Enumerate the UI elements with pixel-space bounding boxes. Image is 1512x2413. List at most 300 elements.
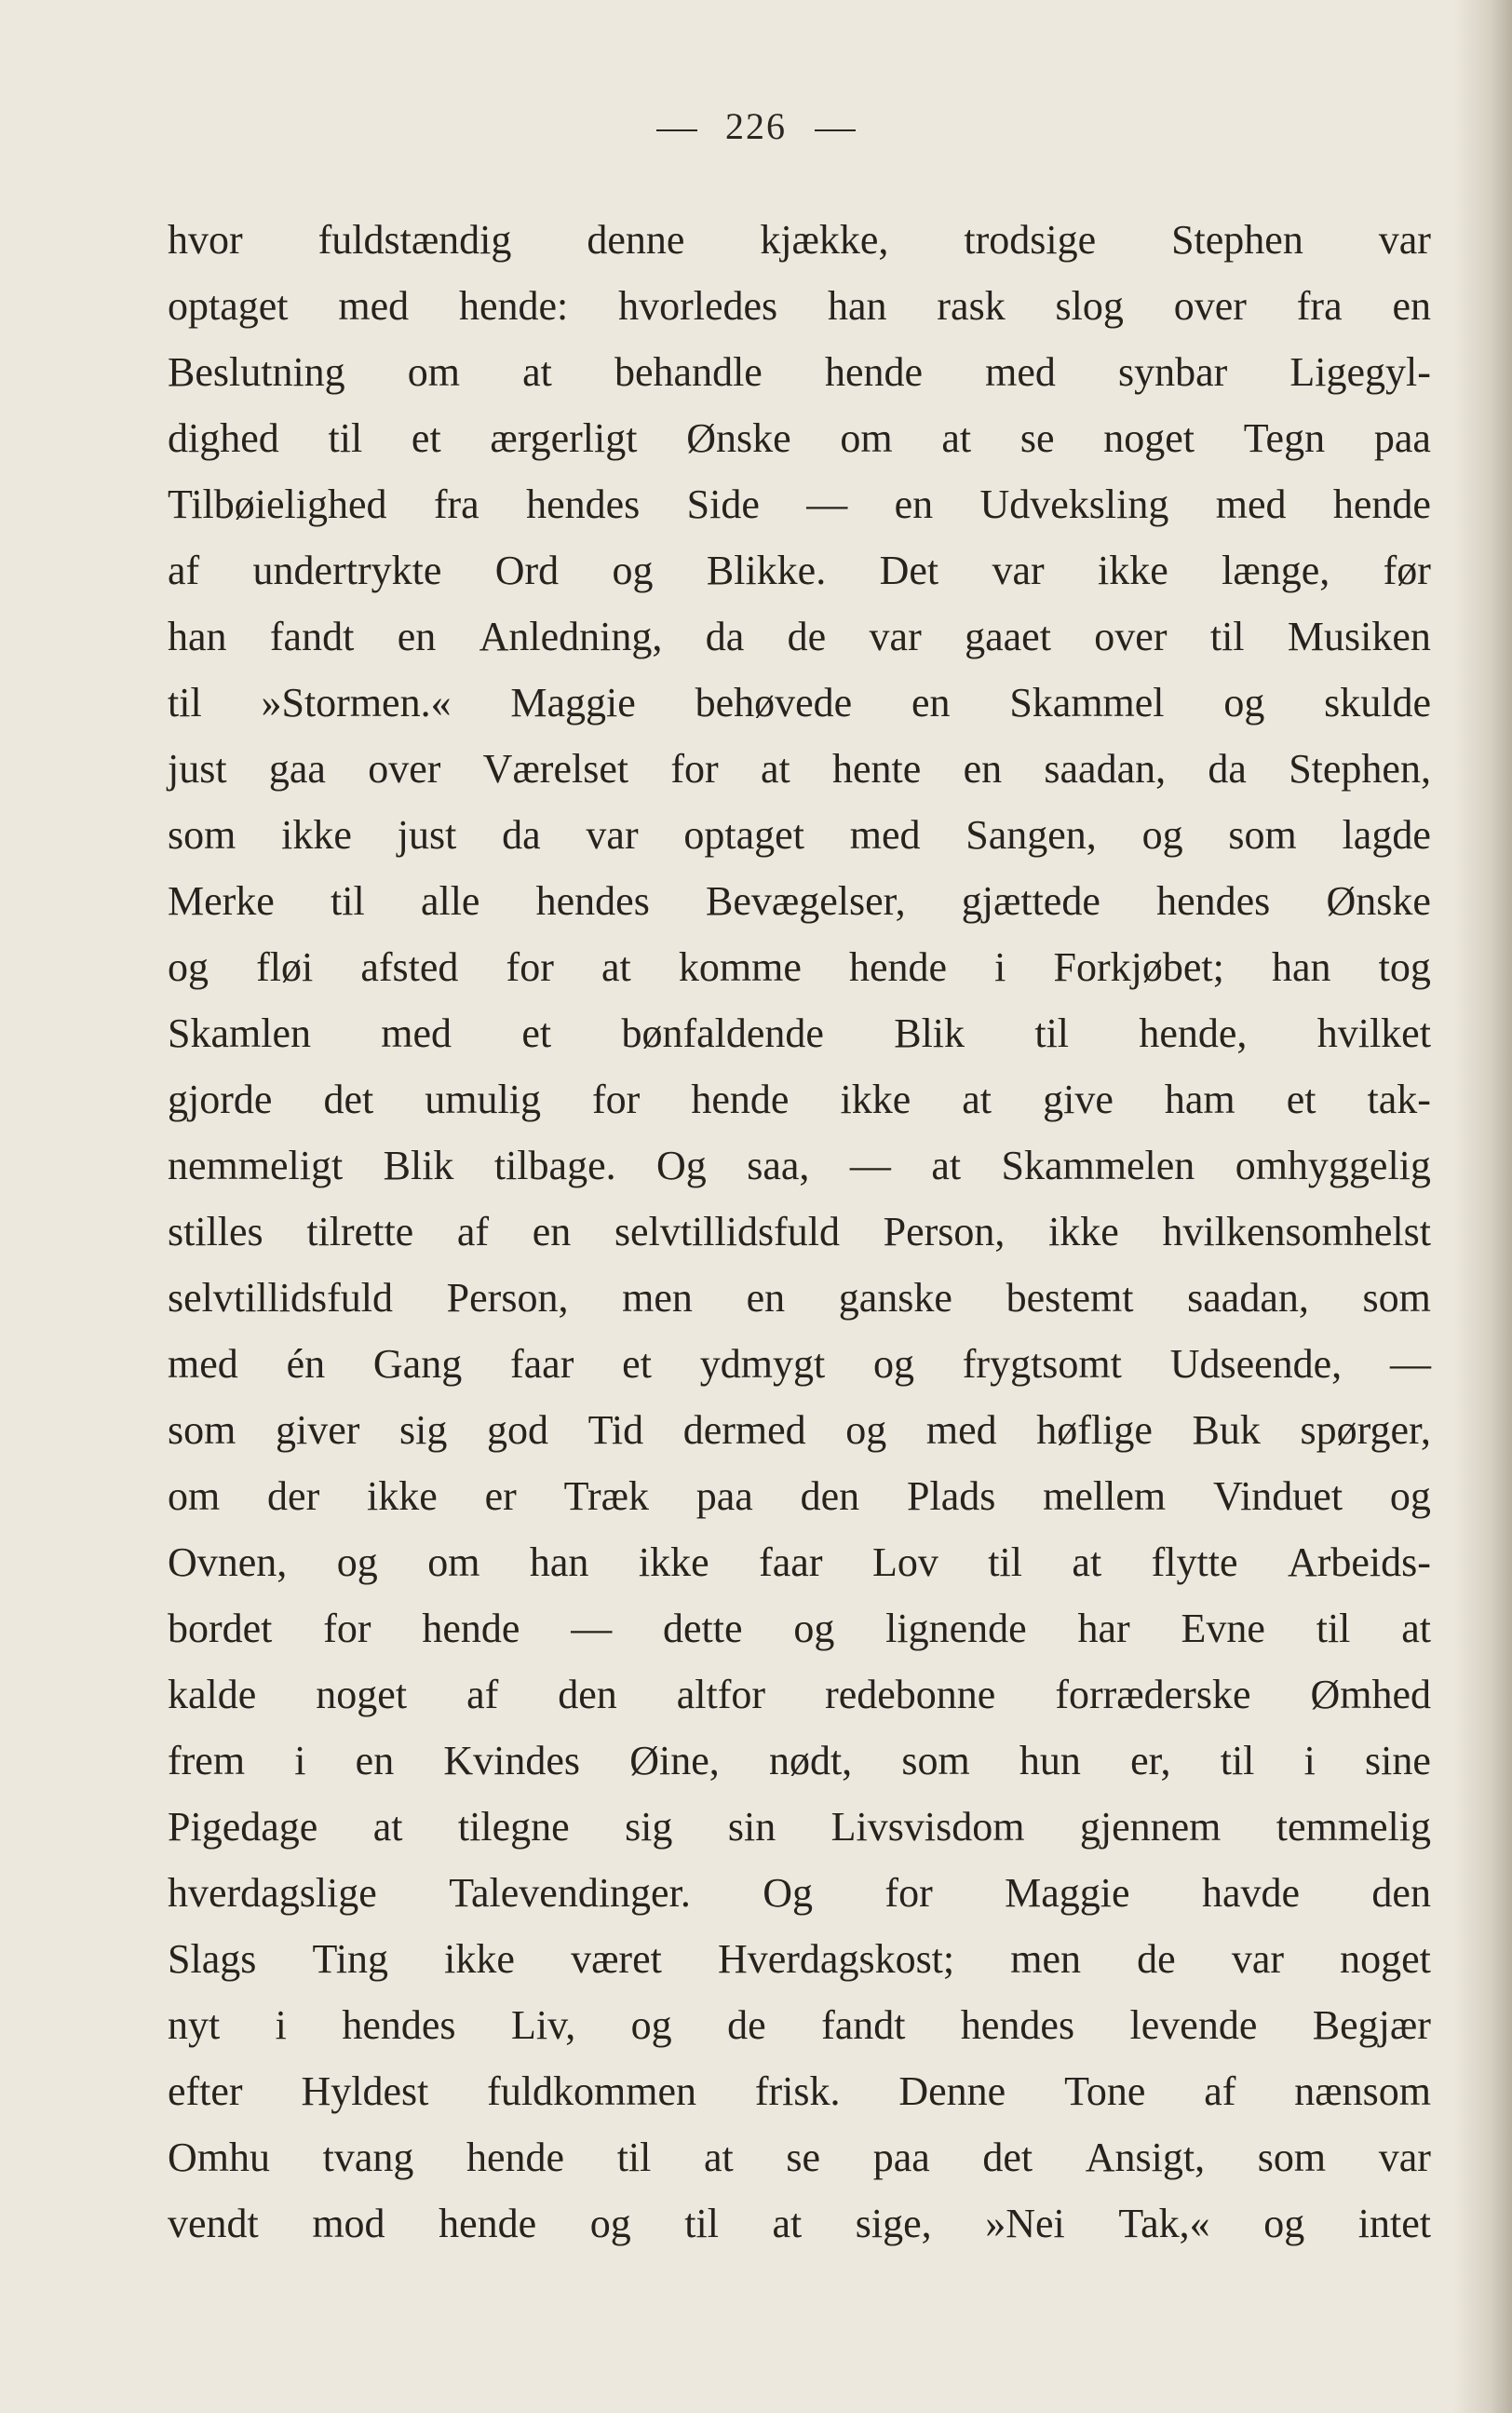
word: med xyxy=(849,812,921,858)
word: som xyxy=(1362,1275,1431,1321)
word: kalde xyxy=(168,1672,257,1717)
word: var xyxy=(869,614,922,659)
word: hvilket xyxy=(1316,1010,1431,1056)
word: Omhu xyxy=(168,2135,270,2180)
word: og xyxy=(630,2002,672,2048)
word: til xyxy=(1316,1606,1351,1651)
word: Og xyxy=(763,1870,814,1916)
word: han xyxy=(168,614,227,659)
word: sige, xyxy=(855,2201,932,2246)
word: behøvede xyxy=(695,680,853,725)
text-line xyxy=(168,1860,1431,1926)
word: frygtsomt xyxy=(962,1341,1122,1387)
word: Hyldest xyxy=(301,2068,429,2114)
word: — xyxy=(571,1606,613,1651)
text-line xyxy=(168,603,1431,670)
word: der xyxy=(267,1473,320,1519)
word: Blik xyxy=(894,1010,965,1056)
word: gaa xyxy=(268,746,326,792)
word: flytte xyxy=(1151,1539,1238,1585)
word: af xyxy=(456,1209,490,1254)
word: til xyxy=(1209,614,1245,659)
word: at xyxy=(941,415,972,461)
word: faar xyxy=(510,1341,574,1387)
word: en xyxy=(963,746,1003,792)
word: Forkjøbet; xyxy=(1053,944,1224,990)
word: fuldkommen xyxy=(487,2068,697,2114)
word: alle xyxy=(420,878,480,924)
word: Merke xyxy=(168,878,275,924)
word: give xyxy=(1043,1077,1114,1122)
word: trodsige xyxy=(964,217,1097,263)
word: saadan, xyxy=(1187,1275,1309,1321)
word: Kvindes xyxy=(443,1738,581,1783)
word: men xyxy=(622,1275,693,1321)
word: Udseende, xyxy=(1169,1341,1343,1387)
word: ydmygt xyxy=(699,1341,826,1387)
word: stilles xyxy=(168,1209,263,1254)
word: og xyxy=(612,548,654,593)
word: ikke xyxy=(1098,548,1168,593)
word: til xyxy=(616,2135,652,2180)
word: Lov xyxy=(871,1539,938,1585)
word: Livsvisdom xyxy=(830,1804,1025,1850)
word: er xyxy=(484,1473,517,1519)
word: se xyxy=(1019,415,1055,461)
word: Træk xyxy=(563,1473,649,1519)
word: havde xyxy=(1201,1870,1301,1916)
word: Gang xyxy=(372,1341,463,1387)
word: intet xyxy=(1357,2201,1431,2246)
word: da xyxy=(705,614,745,659)
word: nemmeligt xyxy=(168,1143,344,1188)
word: hende xyxy=(1332,481,1431,527)
word: dermed xyxy=(682,1407,806,1453)
word: — xyxy=(849,1143,891,1188)
word: at xyxy=(372,1804,403,1850)
word: over xyxy=(368,746,441,792)
word: ikke xyxy=(1048,1209,1119,1254)
word: af xyxy=(168,548,200,593)
text-line xyxy=(168,2124,1431,2190)
word: til xyxy=(331,878,365,924)
word: Talevendinger. xyxy=(449,1870,691,1916)
word: optaget xyxy=(683,812,804,858)
word: altfor xyxy=(676,1672,766,1717)
word: tilrette xyxy=(306,1209,414,1254)
word: noget xyxy=(1103,415,1195,461)
word: de xyxy=(787,614,827,659)
word: gjorde xyxy=(168,1077,273,1122)
word: hende xyxy=(824,349,923,395)
word: noget xyxy=(316,1672,408,1717)
word: selvtillidsfuld xyxy=(168,1275,393,1321)
text-line xyxy=(168,1926,1431,1992)
word: er, xyxy=(1130,1738,1171,1783)
word: spørger, xyxy=(1300,1407,1431,1453)
word: høflige xyxy=(1036,1407,1153,1453)
word: hende xyxy=(848,944,948,990)
word: omhyggelig xyxy=(1235,1143,1431,1188)
word: ikke xyxy=(281,812,352,858)
word: hvilkensomhelst xyxy=(1162,1209,1431,1254)
word: den xyxy=(800,1473,860,1519)
word: behandle xyxy=(614,349,763,395)
word: lignende xyxy=(885,1606,1027,1651)
word: Vinduet xyxy=(1212,1473,1343,1519)
word: en xyxy=(911,680,951,725)
word: at xyxy=(931,1143,962,1188)
word: hende xyxy=(691,1077,790,1122)
word: Skamlen xyxy=(168,1010,311,1056)
word: de xyxy=(1137,1936,1176,1982)
word: Og xyxy=(656,1143,707,1188)
word: før xyxy=(1383,548,1431,593)
word: Skammelen xyxy=(1001,1143,1195,1188)
word: og xyxy=(845,1407,887,1453)
word: Tak,« xyxy=(1118,2201,1210,2246)
word: nyt xyxy=(168,2002,221,2048)
word: som xyxy=(1257,2135,1327,2180)
word: tak- xyxy=(1367,1077,1431,1122)
text-line xyxy=(168,405,1431,471)
word: at xyxy=(1401,1606,1431,1651)
word: faar xyxy=(759,1539,823,1585)
word: til xyxy=(988,1539,1022,1585)
word: og xyxy=(793,1606,835,1651)
word: sin xyxy=(727,1804,776,1850)
word: just xyxy=(168,746,227,792)
word: Tid xyxy=(587,1407,644,1453)
word: var xyxy=(586,812,639,858)
word: en xyxy=(894,481,934,527)
word: og xyxy=(336,1539,378,1585)
word: som xyxy=(901,1738,970,1783)
word: en xyxy=(532,1209,572,1254)
word: efter xyxy=(168,2068,243,2114)
word: dette xyxy=(663,1606,743,1651)
word: hendes xyxy=(535,878,650,924)
word: til xyxy=(1220,1738,1255,1783)
word: komme xyxy=(678,944,802,990)
word: fandt xyxy=(821,2002,906,2048)
word: et xyxy=(622,1341,652,1387)
word: tog xyxy=(1378,944,1431,990)
word: mellem xyxy=(1043,1473,1167,1519)
word: kjække, xyxy=(760,217,889,263)
word: Ovnen, xyxy=(168,1539,288,1585)
word: én xyxy=(286,1341,326,1387)
word: de xyxy=(727,2002,766,2048)
word: en xyxy=(355,1738,395,1783)
word: tvang xyxy=(322,2135,414,2180)
word: han xyxy=(1271,944,1331,990)
text-line xyxy=(168,868,1431,934)
word: for xyxy=(506,944,554,990)
word: Ord xyxy=(494,548,560,593)
word: forræderske xyxy=(1055,1672,1251,1717)
word: at xyxy=(1072,1539,1102,1585)
text-line xyxy=(168,207,1431,273)
text-line xyxy=(168,1661,1431,1728)
text-line xyxy=(168,934,1431,1000)
text-line xyxy=(168,736,1431,802)
word: tilbage. xyxy=(493,1143,616,1188)
text-line xyxy=(168,1794,1431,1860)
text-line xyxy=(168,1000,1431,1066)
text-line xyxy=(168,2058,1431,2124)
word: hvorledes xyxy=(618,283,778,329)
word: denne xyxy=(587,217,685,263)
word: Pigedage xyxy=(168,1804,318,1850)
word: til xyxy=(168,680,202,725)
word: ikke xyxy=(638,1539,709,1585)
word: med xyxy=(925,1407,997,1453)
word: levende xyxy=(1129,2002,1258,2048)
word: til xyxy=(328,415,363,461)
word: umulig xyxy=(425,1077,541,1122)
word: længe, xyxy=(1222,548,1330,593)
word: af xyxy=(1204,2068,1236,2114)
word: og xyxy=(168,944,209,990)
word: dighed xyxy=(168,415,279,461)
word: hende xyxy=(422,1606,520,1651)
word: var xyxy=(1378,2135,1431,2180)
word: tilegne xyxy=(457,1804,570,1850)
word: Stephen, xyxy=(1289,746,1431,792)
text-line xyxy=(168,1992,1431,2058)
word: hendes xyxy=(526,481,641,527)
word: med xyxy=(381,1010,452,1056)
word: nænsom xyxy=(1294,2068,1431,2114)
word: med xyxy=(1215,481,1287,527)
word: — xyxy=(1389,1341,1431,1387)
word: at xyxy=(772,2201,803,2246)
word: at xyxy=(760,746,790,792)
word: Bevægelser, xyxy=(706,878,906,924)
word: slog xyxy=(1055,283,1124,329)
word: Maggie xyxy=(510,680,636,725)
word: for xyxy=(670,746,719,792)
word: optaget xyxy=(168,283,289,329)
word: den xyxy=(1371,1870,1431,1916)
word: for xyxy=(323,1606,371,1651)
word: om xyxy=(407,349,461,395)
word: fra xyxy=(1296,283,1343,329)
word: gaaet xyxy=(965,614,1051,659)
word: sig xyxy=(398,1407,448,1453)
word: temmelig xyxy=(1276,1804,1431,1850)
word: hende, xyxy=(1139,1010,1248,1056)
word: sine xyxy=(1365,1738,1431,1783)
text-line xyxy=(168,1331,1431,1397)
text-line xyxy=(168,2190,1431,2257)
word: vendt xyxy=(168,2201,259,2246)
word: Person, xyxy=(883,1209,1006,1254)
word: giver xyxy=(275,1407,360,1453)
word: hendes xyxy=(342,2002,456,2048)
header-dash-right xyxy=(815,129,856,131)
word: frisk. xyxy=(754,2068,841,2114)
text-line xyxy=(168,1066,1431,1132)
word: om xyxy=(840,415,893,461)
word: hende xyxy=(466,2135,565,2180)
text-line xyxy=(168,339,1431,405)
word: bordet xyxy=(168,1606,273,1651)
word: i xyxy=(294,1738,306,1783)
word: Plads xyxy=(907,1473,996,1519)
word: fandt xyxy=(269,614,355,659)
word: Ømhed xyxy=(1310,1672,1431,1717)
word: i xyxy=(1303,1738,1316,1783)
word: ikke xyxy=(367,1473,438,1519)
word: et xyxy=(521,1010,552,1056)
word: fuldstændig xyxy=(317,217,512,263)
word: synbar xyxy=(1117,349,1228,395)
word: ærgerligt xyxy=(490,415,638,461)
word: ikke xyxy=(444,1936,515,1982)
word: hun xyxy=(1019,1738,1081,1783)
word: mod xyxy=(312,2201,385,2246)
word: noget xyxy=(1340,1936,1431,1982)
page-number: 226 xyxy=(725,105,787,147)
word: redebonne xyxy=(825,1672,996,1717)
word: med xyxy=(985,349,1056,395)
word: til xyxy=(1034,1010,1070,1056)
word: gjennem xyxy=(1079,1804,1222,1850)
word: og xyxy=(1389,1473,1431,1519)
text-line xyxy=(168,670,1431,736)
word: Buk xyxy=(1192,1407,1261,1453)
word: saa, xyxy=(747,1143,810,1188)
word: og xyxy=(1141,812,1183,858)
word: hendes xyxy=(960,2002,1075,2048)
word: Beslutning xyxy=(168,349,345,395)
word: hverdagslige xyxy=(168,1870,377,1916)
word: om xyxy=(427,1539,480,1585)
word: undertrykte xyxy=(252,548,442,593)
text-line xyxy=(168,1728,1431,1794)
text-line xyxy=(168,1595,1431,1661)
word: skulde xyxy=(1324,680,1431,725)
word: Arbeids- xyxy=(1287,1539,1431,1585)
word: Udveksling xyxy=(979,481,1169,527)
word: over xyxy=(1094,614,1168,659)
text-line xyxy=(168,1397,1431,1463)
word: som xyxy=(168,1407,236,1453)
word: Liv, xyxy=(510,2002,576,2048)
word: »Nei xyxy=(985,2201,1065,2246)
word: et xyxy=(411,415,441,461)
word: af xyxy=(466,1672,499,1717)
word: har xyxy=(1077,1606,1130,1651)
word: fra xyxy=(433,481,479,527)
word: ikke xyxy=(840,1077,911,1122)
word: over xyxy=(1173,283,1247,329)
word: — xyxy=(806,481,848,527)
word: hente xyxy=(832,746,922,792)
word: bønfaldende xyxy=(621,1010,824,1056)
word: for xyxy=(884,1870,933,1916)
word: Ting xyxy=(312,1936,389,1982)
word: Sangen, xyxy=(965,812,1097,858)
word: en xyxy=(397,614,437,659)
word: i xyxy=(994,944,1006,990)
body-text xyxy=(168,207,1431,2257)
text-line xyxy=(168,1463,1431,1529)
word: Ansigt, xyxy=(1085,2135,1206,2180)
page-header xyxy=(0,104,1512,148)
word: det xyxy=(323,1077,374,1122)
word: god xyxy=(486,1407,548,1453)
word: paa xyxy=(872,2135,930,2180)
text-line xyxy=(168,1199,1431,1265)
word: været xyxy=(571,1936,662,1982)
word: det xyxy=(982,2135,1033,2180)
word: da xyxy=(1208,746,1247,792)
word: en xyxy=(746,1275,786,1321)
word: til xyxy=(684,2201,719,2246)
word: Denne xyxy=(898,2068,1006,2114)
word: Musiken xyxy=(1287,614,1431,659)
word: at xyxy=(522,349,552,395)
word: Ligegyl- xyxy=(1289,349,1431,395)
word: han xyxy=(529,1539,589,1585)
word: rask xyxy=(937,283,1006,329)
word: Begjær xyxy=(1312,2002,1431,2048)
word: afsted xyxy=(360,944,459,990)
word: i xyxy=(275,2002,287,2048)
word: hvor xyxy=(168,217,243,263)
word: ganske xyxy=(838,1275,952,1321)
word: lagde xyxy=(1342,812,1431,858)
word: se xyxy=(786,2135,821,2180)
word: Ønske xyxy=(686,415,791,461)
word: og xyxy=(1223,680,1265,725)
word: Anledning, xyxy=(479,614,663,659)
word: saadan, xyxy=(1044,746,1167,792)
word: en xyxy=(1392,283,1431,329)
word: paa xyxy=(1373,415,1431,461)
word: frem xyxy=(168,1738,246,1783)
word: sig xyxy=(625,1804,673,1850)
word: hende xyxy=(439,2201,537,2246)
word: gjættede xyxy=(961,878,1100,924)
word: just xyxy=(397,812,457,858)
word: paa xyxy=(695,1473,753,1519)
word: med xyxy=(168,1341,238,1387)
word: at xyxy=(962,1077,992,1122)
word: Slags xyxy=(168,1936,257,1982)
word: Maggie xyxy=(1005,1870,1130,1916)
word: og xyxy=(1263,2201,1305,2246)
word: Tilbøielighed xyxy=(168,481,387,527)
word: og xyxy=(872,1341,914,1387)
word: et xyxy=(1286,1077,1316,1122)
word: var xyxy=(992,548,1045,593)
word: at xyxy=(704,2135,734,2180)
word: men xyxy=(1010,1936,1082,1982)
word: ham xyxy=(1164,1077,1235,1122)
word: Værelset xyxy=(482,746,629,792)
word: som xyxy=(168,812,236,858)
text-line xyxy=(168,537,1431,603)
word: som xyxy=(1228,812,1297,858)
word: »Stormen.« xyxy=(261,680,452,725)
text-line xyxy=(168,1265,1431,1331)
word: Øine, xyxy=(629,1738,720,1783)
word: med xyxy=(338,283,410,329)
